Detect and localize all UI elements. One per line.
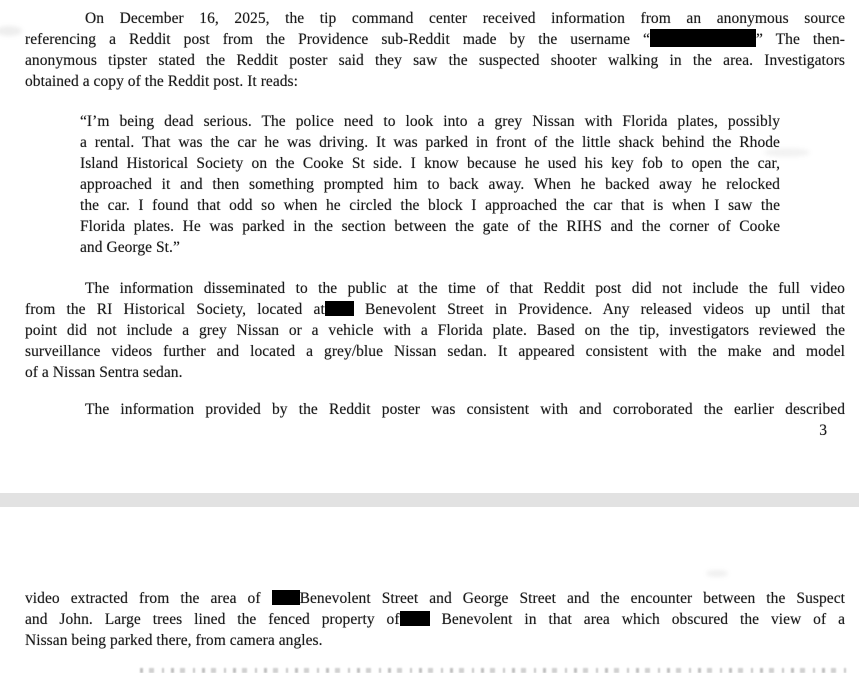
scan-artifact [764,148,810,157]
text-line: obtained a copy of the Reddit post. It reads: [25,73,298,90]
text-line: referencing a Reddit post from the Providence sub-Reddit made by the username “ ” The then- [25,31,845,48]
text-line: On December 16, 2025, the tip command center received information from an anonymous source [85,10,845,27]
text-line: a rental. That was the car he was driving. It was parked in front of the little shack behind the Rhode [80,134,780,151]
text-line: The information disseminated to the public at the time of that Reddit post did not include the full video [85,280,845,297]
text-line: point did not include a grey Nissan or a vehicle with a Florida plate. Based on the tip, investigators reviewed the [25,322,845,339]
text-line: video extracted from the area of Benevolent Street and George Street and the encounter between the Suspect [25,590,845,607]
paragraph-corroboration [25,399,845,420]
text-line: and George St.” [80,239,180,256]
paragraph-video-review [25,278,845,383]
text-line: the car. I found that odd so when he circled the block I approached the car that is when I saw the [80,197,780,214]
text-line: Island Historical Society on the Cooke St side. I know because he used his key fob to open the car, [80,155,780,172]
text-line: of a Nissan Sentra sedan. [25,364,183,381]
page-number: 3 [819,422,827,439]
paragraph-page2-continuation [25,588,845,651]
text-line: surveillance videos further and located a grey/blue Nissan sedan. It appeared consistent with the make and model [25,343,845,360]
paragraph-reddit-quote [80,111,780,258]
redaction-box [650,29,756,47]
text-line: approached it and then something prompted him to back away. When he backed away he relocked [80,176,780,193]
page-separator [0,493,859,507]
text-line: Florida plates. He was parked in the section between the gate of the RIHS and the corner of Cooke [80,218,780,235]
scan-artifact [0,26,22,36]
text-line: “I’m being dead serious. The police need to look into a grey Nissan with Florida plates, possibly [80,113,780,130]
redaction-box [400,611,430,626]
text-line: Nissan being parked there, from camera angles. [25,632,323,649]
text-line: and John. Large trees lined the fenced property of Benevolent in that area which obscured the view of a [25,611,845,628]
text-line: from the RI Historical Society, located at Benevolent Street in Providence. Any released videos up until that [25,301,845,318]
clipped-text-line [140,668,852,673]
redaction-box [272,590,300,605]
text-line: The information provided by the Reddit poster was consistent with and corroborated the earlier described [85,401,845,418]
text-line: anonymous tipster stated the Reddit poster said they saw the suspected shooter walking in the area. Investigators [25,52,845,69]
paragraph-tip-intro [25,8,845,92]
redaction-box [325,301,354,316]
scan-artifact [706,570,728,577]
